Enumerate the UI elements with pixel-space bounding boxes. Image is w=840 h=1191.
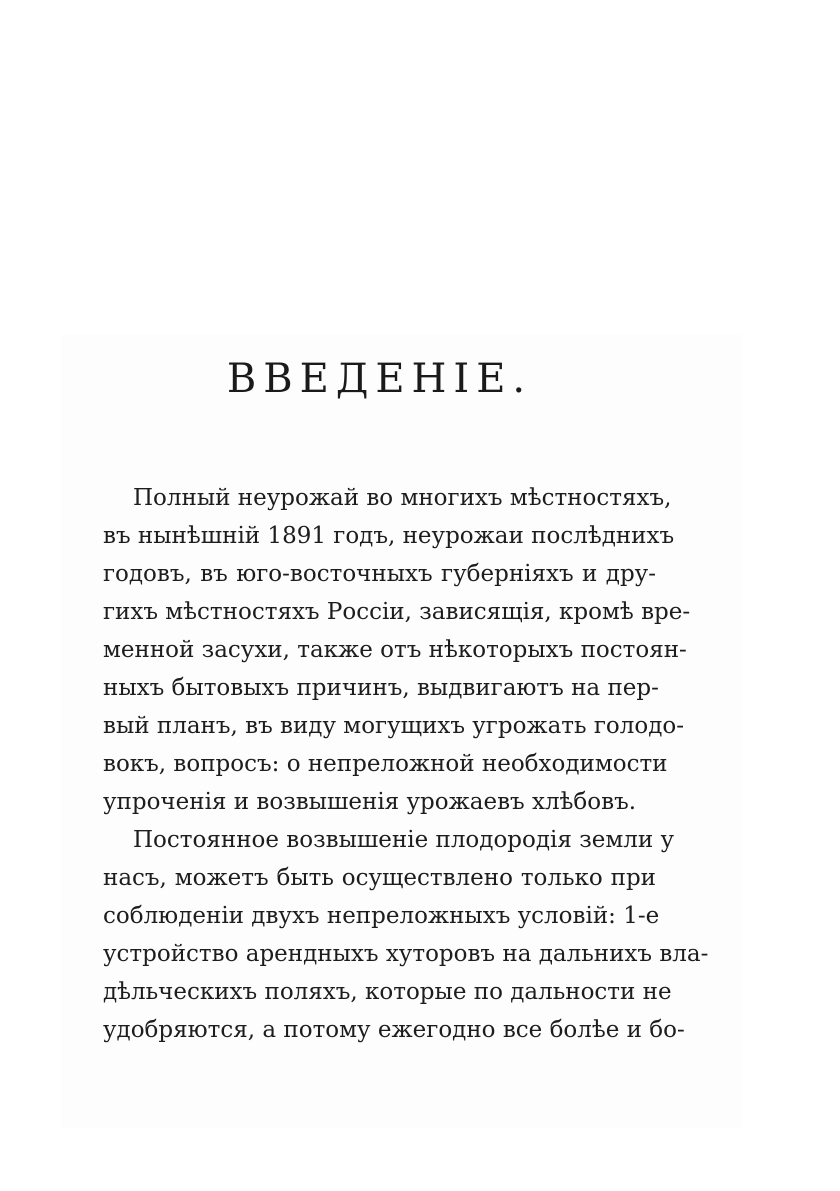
text-line: Полный неурожай во многихъ мѣстностяхъ, — [133, 485, 672, 511]
text-line: упроченія и возвышенія урожаевъ хлѣбовъ. — [103, 789, 637, 815]
text-line: удобряются, а потому ежегодно все болѣе и бо- — [103, 1017, 685, 1043]
text-line: устройство арендныхъ хуторовъ на дальнихъ вла- — [103, 941, 709, 967]
text-line: вокъ, вопросъ: о непреложной необходимости — [103, 751, 668, 777]
text-line: вый планъ, въ виду могущихъ угрожать голодо- — [103, 713, 684, 739]
text-line: ныхъ бытовыхъ причинъ, выдвигаютъ на пер- — [103, 675, 659, 701]
text-line: соблюденіи двухъ непреложныхъ условій: 1-е — [103, 903, 660, 929]
body-text — [103, 479, 709, 1049]
chapter-title: ВВЕДЕНІЕ. — [226, 356, 533, 402]
text-line: менной засухи, также отъ нѣкоторыхъ постоян- — [103, 637, 687, 663]
text-line: въ нынѣшній 1891 годъ, неурожаи послѣднихъ — [103, 523, 675, 549]
text-line: дѣльческихъ поляхъ, которые по дальности не — [103, 979, 672, 1005]
text-line: годовъ, въ юго-восточныхъ губерніяхъ и дру- — [103, 561, 656, 587]
book-page — [61, 335, 742, 1128]
text-line: Постоянное возвышеніе плодородія земли у — [133, 827, 675, 853]
text-line: гихъ мѣстностяхъ Россіи, зависящія, кромѣ вре- — [103, 599, 691, 625]
text-line: насъ, можетъ быть осуществлено только при — [103, 865, 656, 891]
